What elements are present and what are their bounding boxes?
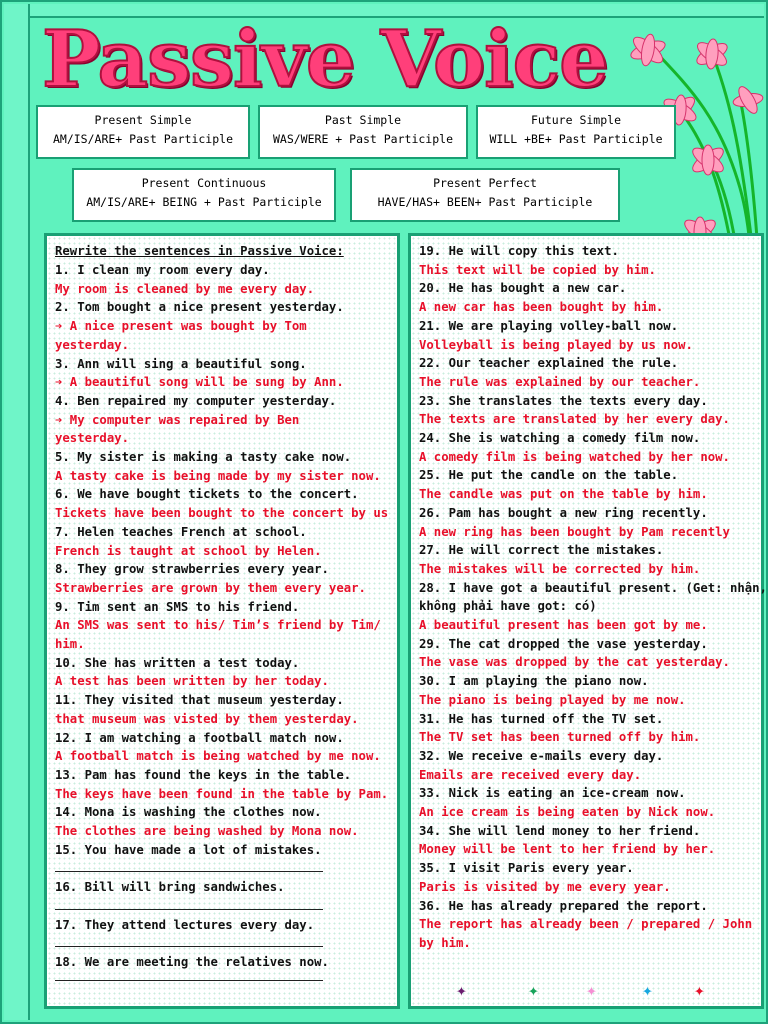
answer-line: A comedy film is being watched by her now.: [419, 449, 730, 464]
tense-formula: WAS/WERE + Past Participle: [272, 132, 453, 146]
question-line: 19. He will copy this text.: [419, 244, 619, 258]
question-line: 6. We have bought tickets to the concert.: [55, 487, 359, 502]
answer-line: An ice cream is being eaten by Nick now.: [419, 805, 716, 819]
answer-blank-line[interactable]: [55, 946, 323, 947]
question-line: 7. Helen teaches French at school.: [55, 524, 307, 539]
instruction-heading: Rewrite the sentences in Passive Voice:: [55, 244, 344, 258]
tense-formula: AM/IS/ARE+ Past Participle: [52, 132, 233, 146]
question-line: 27. He will correct the mistakes.: [419, 543, 664, 558]
answer-blank-line[interactable]: [55, 980, 323, 981]
star-icon: ✦: [642, 980, 653, 1001]
answer-line: him.: [55, 637, 85, 651]
question-line: 14. Mona is washing the clothes now.: [55, 805, 322, 820]
answer-line: yesterday.: [55, 337, 130, 352]
question-line: 9. Tim sent an SMS to his friend.: [55, 599, 300, 614]
question-line: 22. Our teacher explained the rule.: [419, 356, 679, 371]
answer-line: This text will be copied by him.: [419, 262, 656, 277]
question-line: 28. I have got a beautiful present. (Get: nhận,: [419, 580, 767, 595]
question-line: 16. Bill will bring sandwiches.: [55, 880, 285, 895]
question-line: 12. I am watching a football match now.: [55, 730, 344, 745]
answer-line: Tickets have been bought to the concert by us: [55, 506, 389, 521]
answer-line: The keys have been found in the table by Pam.: [55, 786, 389, 801]
question-line: 26. Pam has bought a new ring recently.: [419, 505, 708, 520]
question-line: 20. He has bought a new car.: [419, 281, 627, 296]
question-line: 11. They visited that museum yesterday.: [55, 693, 344, 708]
answer-line: yesterday.: [55, 431, 130, 446]
question-line: 13. Pam has found the keys in the table.: [55, 767, 352, 782]
question-line: 21. We are playing volley-ball now.: [419, 318, 679, 333]
answer-line: A new car has been bought by him.: [419, 300, 664, 315]
tense-name: Past Simple: [324, 113, 402, 127]
question-line: 34. She will lend money to her friend.: [419, 823, 701, 838]
answer-line: A beautiful present has been got by me.: [419, 618, 708, 632]
question-line: 31. He has turned off the TV set.: [419, 711, 664, 726]
star-icon: ✦: [528, 980, 539, 1001]
answer-line: The texts are translated by her every day.: [419, 412, 730, 427]
answer-line: The report has already been / prepared / John: [419, 917, 753, 932]
answer-line: that museum was visted by them yesterday.: [55, 711, 359, 726]
answer-line: ➔ A nice present was bought by Tom: [55, 319, 307, 334]
answer-line: Strawberries are grown by them every year.: [55, 580, 366, 595]
tense-box-present-simple: [36, 105, 250, 159]
answer-line: My room is cleaned by me every day.: [55, 281, 315, 296]
answer-line: Emails are received every day.: [419, 767, 642, 782]
answer-line: The candle was put on the table by him.: [419, 487, 708, 502]
answer-line: A tasty cake is being made by my sister now.: [55, 468, 381, 483]
question-line: 35. I visit Paris every year.: [419, 861, 634, 876]
star-icon: ✦: [694, 980, 705, 1001]
exercise-column-right: [408, 233, 767, 1009]
answer-line: An SMS was sent to his/ Tim’s friend by Tim/: [55, 618, 381, 633]
question-line: 5. My sister is making a tasty cake now.: [55, 450, 352, 464]
exercise-column-left: [44, 233, 400, 1009]
question-line: 17. They attend lectures every day.: [55, 917, 315, 932]
answer-line: by him.: [419, 935, 471, 950]
question-line: 10. She has written a test today.: [55, 655, 300, 670]
answer-line: French is taught at school by Helen.: [55, 543, 322, 558]
question-line: 32. We receive e-mails every day.: [419, 748, 664, 763]
answer-line: Paris is visited by me every year.: [419, 879, 671, 894]
tense-box-future-simple: [476, 105, 676, 159]
tense-box-past-simple: [258, 105, 468, 159]
question-line: 23. She translates the texts every day.: [419, 393, 708, 408]
question-line: 25. He put the candle on the table.: [419, 468, 679, 483]
answer-line: The piano is being played by me now.: [419, 692, 686, 707]
question-line: 4. Ben repaired my computer yesterday.: [55, 393, 337, 408]
answer-line: The clothes are being washed by Mona now.: [55, 824, 359, 838]
answer-line: Money will be lent to her friend by her.: [419, 842, 716, 857]
answer-blank-line[interactable]: [55, 871, 323, 872]
star-icon: ✦: [586, 980, 597, 1001]
tense-formula: HAVE/HAS+ BEEN+ Past Participle: [377, 195, 593, 209]
answer-line: The rule was explained by our teacher.: [419, 374, 701, 389]
question-line: 15. You have made a lot of mistakes.: [55, 842, 322, 857]
tense-name: Present Continuous: [141, 176, 267, 190]
page-title: Passive Voice: [42, 14, 608, 105]
tense-formula: WILL +BE+ Past Participle: [489, 132, 663, 146]
star-icon: ✦: [456, 980, 467, 1001]
tense-name: Present Simple: [94, 113, 192, 127]
tense-box-present-continuous: [72, 168, 336, 222]
tense-box-present-perfect: [350, 168, 620, 222]
question-line: 3. Ann will sing a beautiful song.: [55, 356, 307, 371]
tense-name: Present Perfect: [433, 176, 537, 190]
question-line: 2. Tom bought a nice present yesterday.: [55, 300, 344, 315]
question-line: 1. I clean my room every day.: [55, 263, 270, 277]
question-line: 33. Nick is eating an ice-cream now.: [419, 786, 686, 801]
answer-line: A new ring has been bought by Pam recently: [419, 524, 730, 539]
question-line: 18. We are meeting the relatives now.: [55, 954, 329, 969]
answer-line: ➔ A beautiful song will be sung by Ann.: [55, 375, 344, 390]
answer-line: The TV set has been turned off by him.: [419, 730, 701, 745]
answer-line: A football match is being watched by me now.: [55, 749, 381, 764]
question-line: 8. They grow strawberries every year.: [55, 562, 329, 577]
answer-blank-line[interactable]: [55, 909, 323, 910]
answer-line: The vase was dropped by the cat yesterday.: [419, 655, 730, 670]
question-line: 36. He has already prepared the report.: [419, 898, 708, 913]
question-line: 30. I am playing the piano now.: [419, 674, 649, 689]
left-border-strip: [4, 4, 30, 1020]
answer-line: A test has been written by her today.: [55, 674, 329, 689]
question-line: không phải have got: có): [419, 599, 597, 614]
answer-line: The mistakes will be corrected by him.: [419, 561, 701, 576]
question-line: 29. The cat dropped the vase yesterday.: [419, 636, 708, 651]
question-line: 24. She is watching a comedy film now.: [419, 431, 701, 445]
answer-line: ➔ My computer was repaired by Ben: [55, 412, 300, 427]
answer-line: Volleyball is being played by us now.: [419, 337, 693, 352]
tense-name: Future Simple: [530, 113, 621, 127]
tense-formula: AM/IS/ARE+ BEING + Past Participle: [86, 195, 322, 209]
